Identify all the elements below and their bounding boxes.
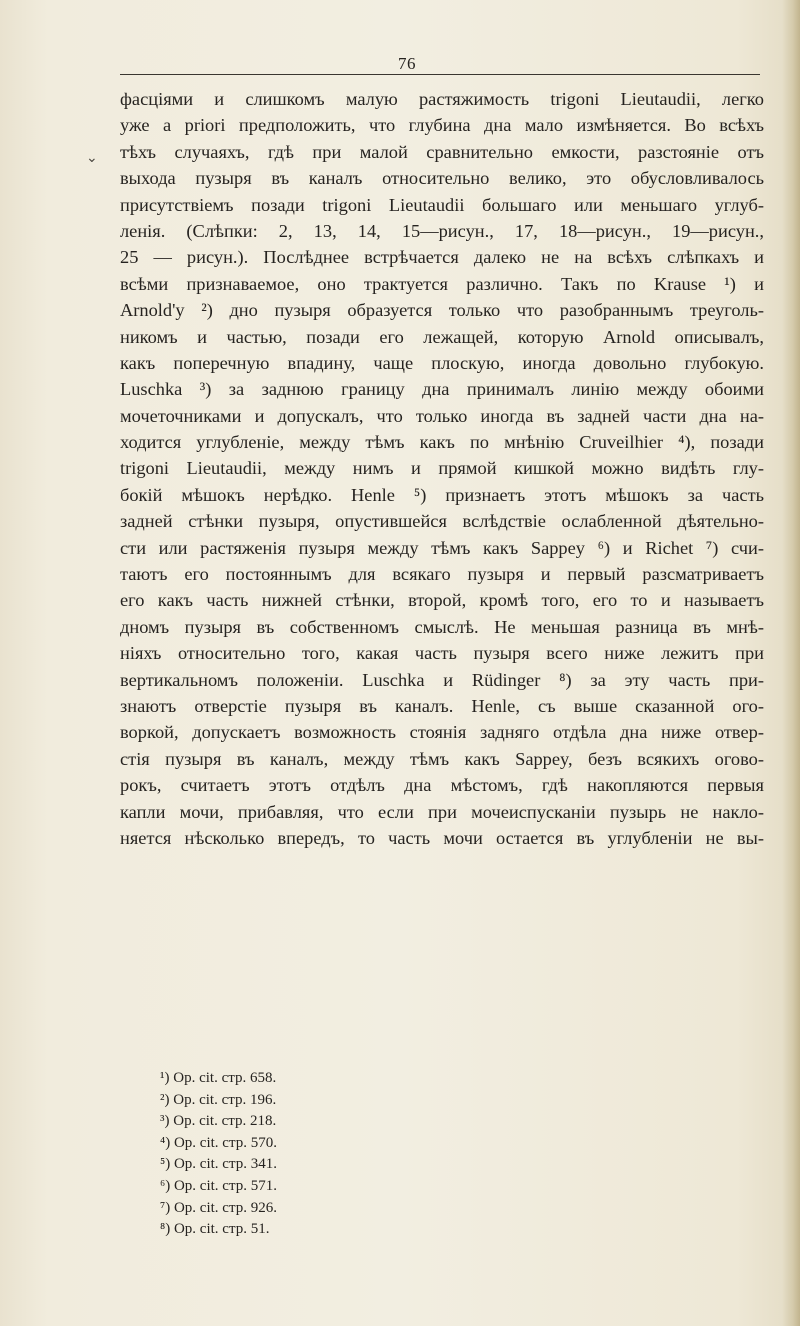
text-line: капли мочи, прибавляя, что если при мочеиспусканіи пузырь не накло- <box>120 801 764 822</box>
text-line: стія пузыря въ каналъ, между тѣмъ какъ Sappey, безъ всякихъ огово- <box>120 748 764 769</box>
text-line: сти или растяженія пузыря между тѣмъ какъ Sappey ⁶) и Richet ⁷) счи- <box>120 537 764 558</box>
footnote: ³) Op. cit. стр. 218. <box>160 1113 277 1130</box>
text-line: какъ поперечную впадину, чаще плоскую, иногда довольно глубокую. <box>120 352 764 373</box>
text-line: 25 — рисун.). Послѣднее встрѣчается далеко не на всѣхъ слѣпкахъ и <box>120 247 764 268</box>
text-line: воркой, допускаетъ возможность стоянія задняго отдѣла дна ниже отвер- <box>120 722 764 743</box>
footnote: ²) Op. cit. стр. 196. <box>160 1091 277 1108</box>
footnote: ¹) Op. cit. стр. 658. <box>160 1070 277 1086</box>
text-line: присутствіемъ позади trigoni Lieutaudii большаго или меньшаго углуб- <box>120 194 764 215</box>
text-line: няется нѣсколько впередъ, то часть мочи остается въ углубленіи не вы- <box>120 827 764 848</box>
text-line: его какъ часть нижней стѣнки, второй, кромѣ того, его то и называетъ <box>120 590 764 611</box>
text-line: тѣхъ случаяхъ, гдѣ при малой сравнительно емкости, разстояніе отъ <box>120 141 764 162</box>
text-line: мочеточниками и допускалъ, что только иногда въ задней части дна на- <box>120 405 764 426</box>
text-line: дномъ пузыря въ собственномъ смыслѣ. Не меньшая разница въ мнѣ- <box>120 616 764 637</box>
footnote: ⁸) Op. cit. стр. 51. <box>160 1221 270 1238</box>
text-line: всѣми признаваемое, оно трактуется различно. Такъ по Krause ¹) и <box>120 273 764 294</box>
text-line: бокій мѣшокъ нерѣдко. Henle ⁵) признаетъ этотъ мѣшокъ за часть <box>120 484 764 505</box>
header-rule <box>120 74 760 75</box>
text-line: никомъ и частью, позади его лежащей, которую Arnold описывалъ, <box>120 326 764 347</box>
footnote: ⁵) Op. cit. стр. 341. <box>160 1156 277 1173</box>
text-line: trigoni Lieutaudii, между нимъ и прямой кишкой можно видѣть глу- <box>120 458 764 479</box>
text-line: уже а priori предположить, что глубина дна мало измѣняется. Во всѣхъ <box>120 115 764 136</box>
text-line: ходится углубленіе, между тѣмъ какъ по мнѣнію Cruveilhier ⁴), позади <box>120 432 764 453</box>
page-edge-shadow <box>782 0 800 1326</box>
text-line: задней стѣнки пузыря, опустившейся вслѣдствіе ослабленной дѣятельно- <box>120 511 764 532</box>
text-line: вертикальномъ положеніи. Luschka и Rüdinger ⁸) за эту часть при- <box>120 669 764 690</box>
text-line: таютъ его постояннымъ для всякаго пузыря и первый разсматриваетъ <box>120 564 764 585</box>
text-line: фасціями и слишкомъ малую растяжимость trigoni Lieutaudii, легко <box>120 89 764 109</box>
text-line: ніяхъ относительно того, какая часть пузыря всего ниже лежитъ при <box>120 643 764 664</box>
text-line: знаютъ отверстіе пузыря въ каналъ. Henle, съ выше сказанной ого- <box>120 695 764 716</box>
body-text <box>120 86 764 851</box>
footnote: ⁴) Op. cit. стр. 570. <box>160 1134 277 1151</box>
margin-mark: ⌄ <box>86 151 98 166</box>
text-line: ленія. (Слѣпки: 2, 13, 14, 15—рисун., 17, 18—рисун., 19—рисун., <box>120 220 764 241</box>
text-line: выхода пузыря въ каналъ относительно велико, это обусловливалось <box>120 168 764 189</box>
footnote: ⁶) Op. cit. стр. 571. <box>160 1177 277 1194</box>
footnote: ⁷) Op. cit. стр. 926. <box>160 1199 277 1216</box>
text-line: Arnold'у ²) дно пузыря образуется только что разобраннымъ треуголь- <box>120 300 764 321</box>
text-line: рокъ, считаетъ этотъ отдѣлъ дна мѣстомъ, гдѣ накопляются первыя <box>120 775 764 796</box>
footnotes <box>160 1068 420 1241</box>
text-line: Luschka ³) за заднюю границу дна принималъ линію между обоими <box>120 379 764 400</box>
page-number: 76 <box>398 54 416 73</box>
